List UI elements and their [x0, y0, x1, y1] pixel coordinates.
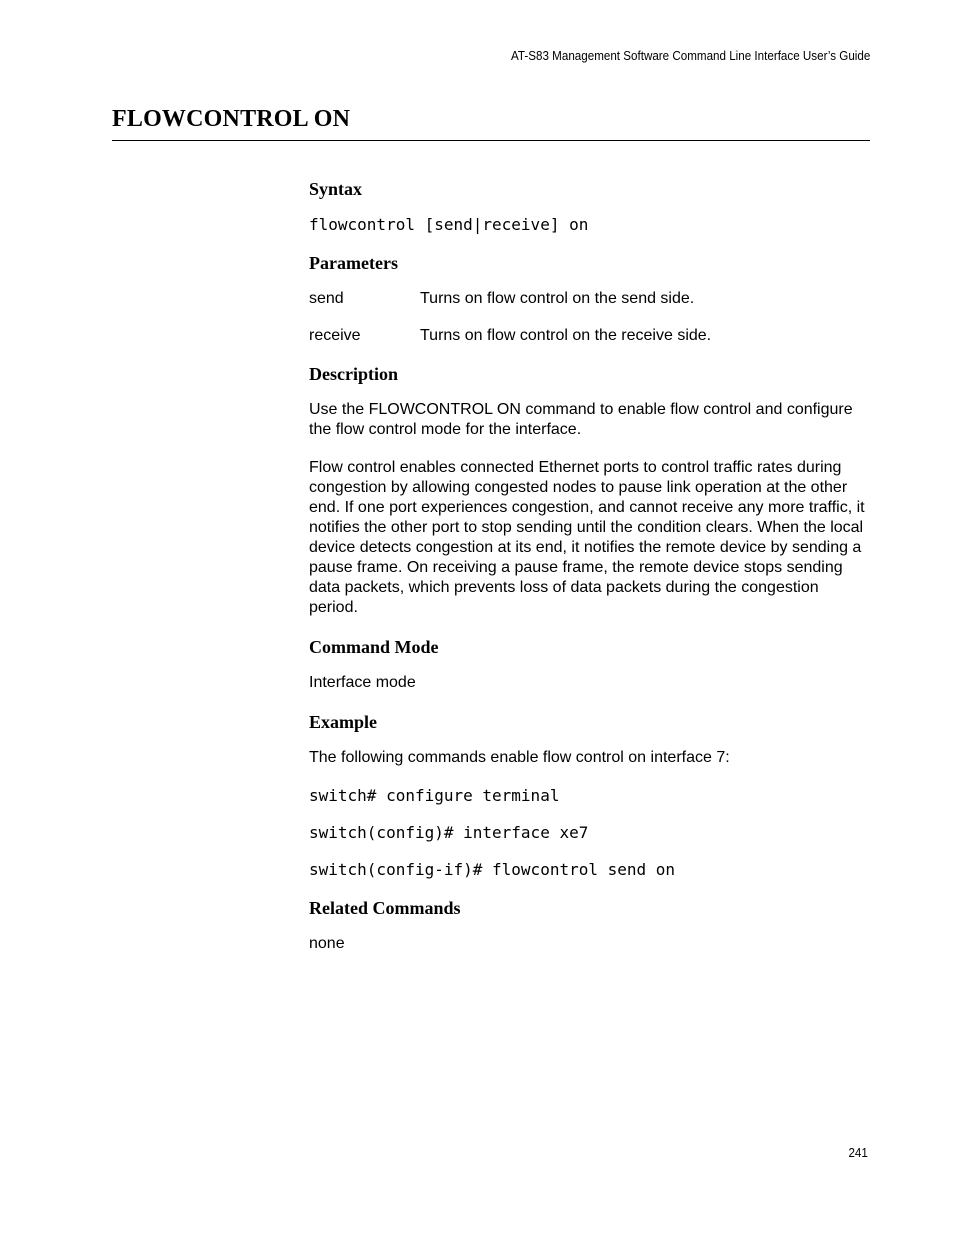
parameter-row — [309, 326, 871, 346]
parameter-row — [309, 289, 871, 309]
syntax-heading: Syntax — [309, 179, 363, 199]
example-heading: Example — [309, 712, 378, 732]
running-header: AT-S83 Management Software Command Line Interface User’s Guide — [510, 49, 870, 63]
description-heading: Description — [309, 364, 398, 384]
example-command: switch(config-if)# flowcontrol send on — [309, 860, 676, 879]
command-mode-text: Interface mode — [309, 674, 416, 691]
page-number: 241 — [848, 1146, 868, 1160]
related-commands-text: none — [309, 935, 345, 952]
content-column — [309, 178, 871, 972]
parameter-name: receive — [309, 327, 361, 344]
related-commands-heading: Related Commands — [309, 898, 461, 918]
parameter-description: Turns on flow control on the receive side. — [420, 327, 712, 344]
parameters-heading: Parameters — [309, 253, 398, 273]
parameter-description: Turns on flow control on the send side. — [420, 290, 695, 307]
description-paragraph: Flow control enables connected Ethernet ports to control traffic rates during congestion by allowing congested nodes to pause link operation at the other end. If one port experiences congestion, and cannot receive any more traffic, it notifies the other port to stop sending until the condition clears. When the local device detects congestion at its end, it notifies the remote device by sending a pause frame. On receiving a pause frame, the remote device stops sending data packets, which prevents loss of data packets during the congestion period. — [309, 459, 865, 616]
title-rule — [112, 140, 870, 141]
page-title: FLOWCONTROL ON — [112, 106, 351, 132]
description-paragraph: Use the FLOWCONTROL ON command to enable flow control and configure the flow control mode for the interface. — [309, 401, 853, 438]
syntax-code: flowcontrol [send|receive] on — [309, 215, 589, 234]
example-command: switch# configure terminal — [309, 786, 560, 805]
parameter-name: send — [309, 290, 344, 307]
example-command: switch(config)# interface xe7 — [309, 823, 589, 842]
example-intro: The following commands enable flow control on interface 7: — [309, 749, 730, 766]
command-mode-heading: Command Mode — [309, 637, 439, 657]
